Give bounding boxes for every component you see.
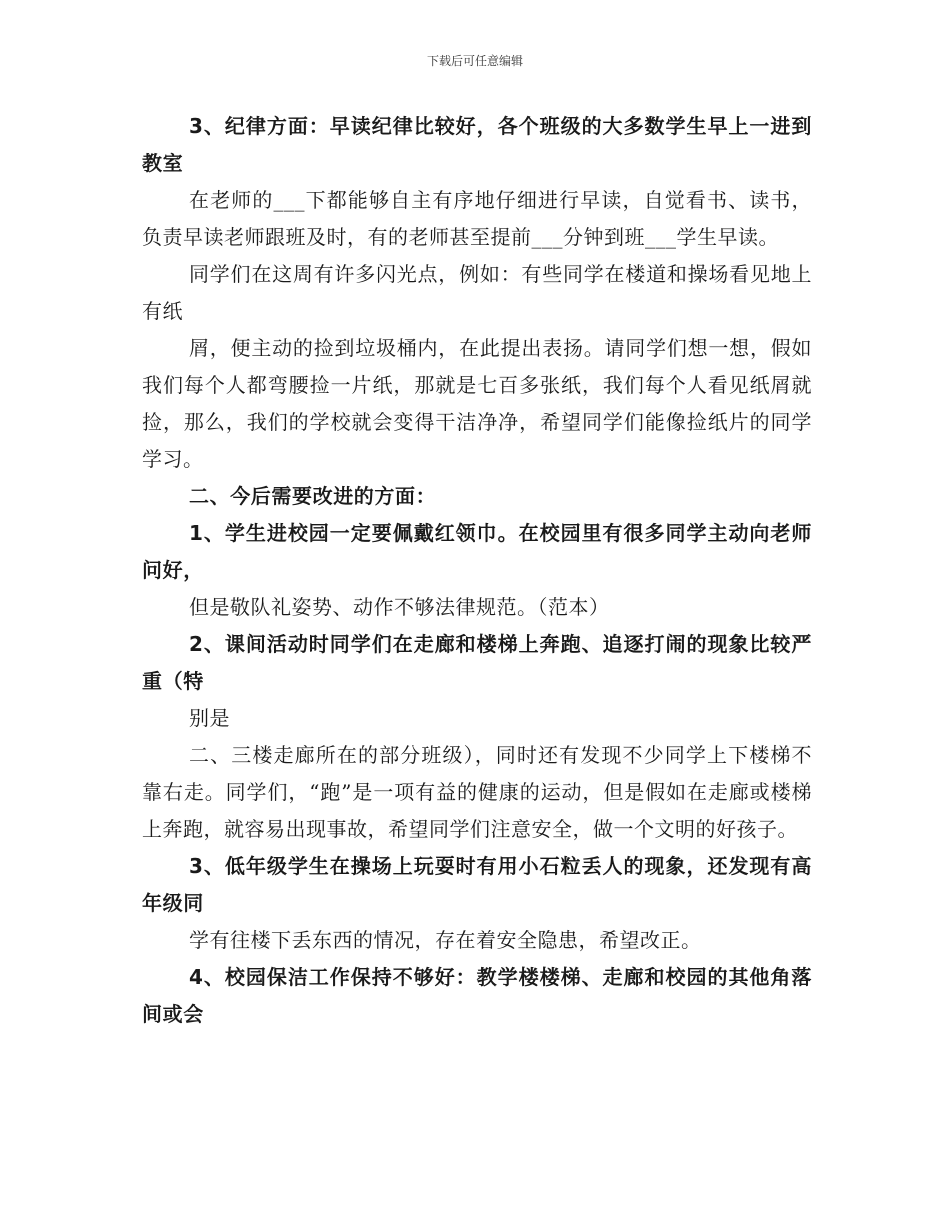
page-header-note: 下载后可任意编辑	[426, 54, 523, 68]
paragraph-red-scarf: 1、学生进校园一定要佩戴红领巾。在校园里有很多同学主动向老师问好，	[142, 521, 812, 582]
paragraph-throwing: 学有往楼下丢东西的情况，存在着安全隐患，希望改正。	[189, 928, 702, 952]
paragraph-especially: 别是	[189, 706, 230, 730]
paragraph-morning-reading: 在老师的___下都能够自主有序地仔细进行早读，自觉看书、读书，负责早读老师跟班及时，有的老师甚至提前___分钟到班___学生早读。	[142, 188, 812, 249]
section-heading-improvements: 二、今后需要改进的方面：	[189, 484, 437, 508]
paragraph-stairs-safety: 二、三楼走廊所在的部分班级），同时还有发现不少同学上下楼梯不靠右走。同学们，“跑”是一项有益的健康的运动，但是假如在走廊或楼梯上奔跑，就容易出现事故，希望同学们注意安全，做一个文明的好孩子。	[142, 743, 812, 841]
paragraph-highlights: 同学们在这周有许多闪光点，例如：有些同学在楼道和操场看见地上有纸	[142, 262, 812, 323]
document-body	[142, 108, 812, 1033]
paragraph-running: 2、课间活动时同学们在走廊和楼梯上奔跑、追逐打闹的现象比较严重（特	[142, 632, 812, 693]
paragraph-cleaning: 4、校园保洁工作保持不够好：教学楼楼梯、走廊和校园的其他角落间或会	[142, 965, 812, 1026]
paragraph-salute: 但是敬队礼姿势、动作不够法律规范。（范本）	[189, 595, 610, 619]
paragraph-stones: 3、低年级学生在操场上玩耍时有用小石粒丢人的现象，还发现有高年级同	[142, 854, 812, 915]
paragraph-praise: 屑，便主动的捡到垃圾桶内，在此提出表扬。请同学们想一想，假如我们每个人都弯腰捡一片纸，那就是七百多张纸，我们每个人看见纸屑就捡，那么，我们的学校就会变得干洁净净，希望同学们能像捡纸片的同学学习。	[142, 336, 812, 471]
paragraph-discipline: 3、纪律方面：早读纪律比较好，各个班级的大多数学生早上一进到教室	[142, 114, 812, 175]
